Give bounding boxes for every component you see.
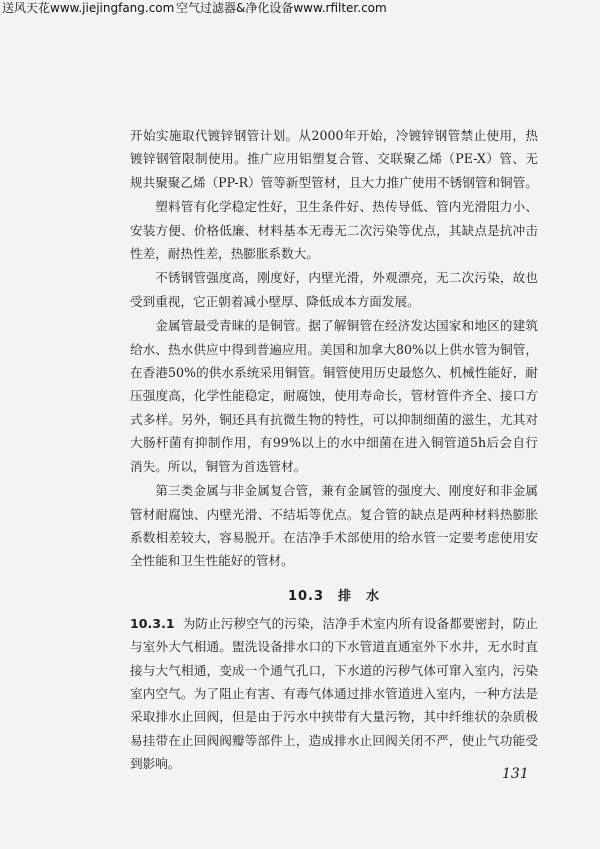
subsection-text: 为防止污秽空气的污染，洁净手术室内所有设备都要密封，防止与室外大气相通。盥洗设备排水口的下水管道直通室外下水井，无水时直接与大气相通，变成一个通气孔口，下水道的污秽气体可窜入室内，污染室内空气。为了阻止有害、有毒气体通过排水管道进入室内，一种方法是采取排水止回阀，但是由于污水中挟带有大量污物，其中纤维状的杂质极易挂带在止回阀阀瓣等部件上，造成排水止回阀关闭不严，使止气功能受到影响。: [130, 615, 538, 772]
paragraph-composite-pipe: 第三类金属与非金属复合管，兼有金属管的强度大、刚度好和非金属管材耐腐蚀、内壁光滑、不结垢等优点。复合管的缺点是两种材料热膨胀系数相差较大，容易脱开。在洁净手术部使用的给水管一定要考虑使用安全性能和卫生性能好的管材。: [130, 483, 538, 569]
page-number: 131: [502, 766, 529, 782]
paragraph-plastic-pipe: 塑料管有化学稳定性好，卫生条件好、热传导低、管内光滑阻力小、安装方便、价格低廉、材料基本无毒无二次污染等优点，其缺点是抗冲击性差，耐热性差，热膨胀系数大。: [130, 199, 538, 262]
watermark-right: 空气过滤器&净化设备www.rfilter.com: [176, 1, 387, 15]
section-title: 排 水: [338, 588, 381, 604]
subsection-paragraph: [130, 612, 538, 776]
page-body: [130, 124, 538, 777]
section-heading: [130, 585, 538, 604]
paragraph-stainless-pipe: 不锈钢管强度高，刚度好，内壁光滑，外观漂亮，无二次污染，故也受到重视，它正朝着减小壁厚、降低成本方面发展。: [130, 270, 538, 309]
paragraph-copper-pipe: 金属管最受青睐的是铜管。据了解铜管在经济发达国家和地区的建筑给水、热水供应中得到普遍应用。美国和加拿大80%以上供水管为铜管，在香港50%的供水系统采用铜管。铜管使用历史最悠久、机械性能好，耐压强度高，化学性能稳定，耐腐蚀，使用寿命长，管材管件齐全、接口方式多样。另外，铜还具有抗微生物的特性，可以抑制细菌的滋生，尤其对大肠杆菌有抑制作用，有99%以上的水中细菌在进入铜管道5h后会自行消失。所以，铜管为首选管材。: [130, 318, 538, 474]
watermark-left: 送风天花www.jiejingfang.com: [2, 1, 175, 15]
paragraph-continued: 开始实施取代镀锌钢管计划。从2000年开始，冷镀锌钢管禁止使用，热镀锌钢管限制使用。推广应用铝塑复合管、交联聚乙烯（PE-X）管、无规共聚聚乙烯（PP-R）管等新型管材，且大力推广使用不锈钢管和铜管。: [130, 128, 538, 190]
subsection-number: 10.3.1: [130, 615, 175, 631]
section-number: 10.3: [287, 588, 325, 604]
